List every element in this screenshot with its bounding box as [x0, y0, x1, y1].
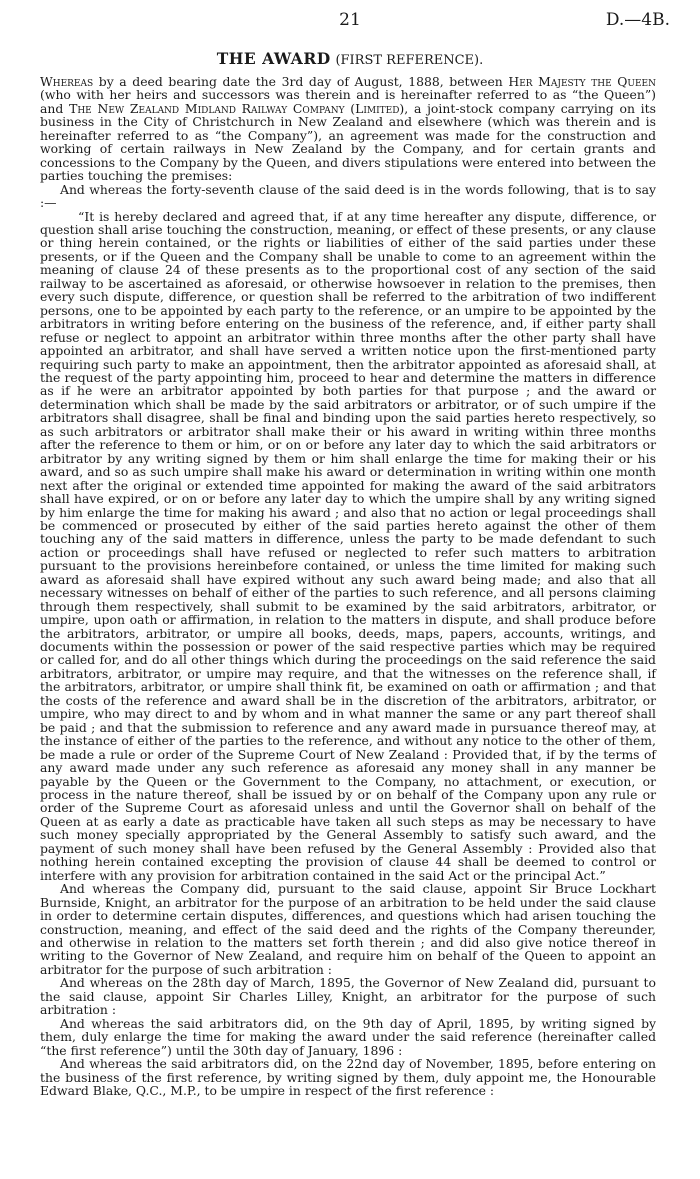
paragraph-recital-1: [40, 75, 656, 183]
recital-1-part-3: , a joint-stock company carrying on its business in the City of Christchurch in New Zealand and elsewhere (which was therein and is hereinafter referred to as “the Company”), an agreement was made for the construction and working of certain railways in New Zealand by the Company, and for certain grants and concessions to the Company by the Queen, and divers stipulations were entered into between the parties touching the premises:: [40, 100, 656, 184]
paragraph-clause-quote: “It is hereby declared and agreed that, if at any time hereafter any dispute, difference, or question shall arise touching the construction, meaning, or effect of these presents, or any clause or thing herein contained, or the rights or liabilities of either of the said parties under these presents, or if the Queen and the Company shall be unable to come to an agreement within the meaning of clause 24 of these presents as to the proportional cost of any section of the said railway to be ascertained as aforesaid, or otherwise howsoever in relation to the premises, then every such dispute, difference, or question shall be referred to the arbitration of two indifferent persons, one to be appointed by each party to the reference, or an umpire to be appointed by the arbitrators in writing before entering on the business of the reference, and, if either party shall refuse or neglect to appoint an arbitrator within three months after the other party shall have appointed an arbitrator, and shall have served a written notice upon the first-mentioned party requiring such party to make an appointment, then the arbitrator appointed as aforesaid shall, at the request of the party appointing him, proceed to hear and determine the matters in difference as if he were an arbitrator appointed by both parties for that purpose ; and the award or determination which shall be made by the said arbitrators or arbitrator, or of such umpire if the arbitrators shall disagree, shall be final and binding upon the said parties hereto respectively, so as such arbitrators or arbitrator shall make their or his award in writing within three months after the reference to them or him, or on or before any later day to which the said arbitrators or arbitrator by any writing signed by them or him shall enlarge the time for making their or his award, and so as such umpire shall make his award or determination in writing within one month next after the original or extended time appointed for making the award of the said arbitrators shall have expired, or on or before any later day to which the umpire shall by any writing signed by him enlarge the time for making his award ; and also that no action or legal proceedings shall be commenced or prosecuted by either of the said parties hereto against the other of them touching any of the said matters in difference, unless the party to be made defendant to such action or proceedings shall have refused or neglected to refer such matters to arbitration pursuant to the provisions hereinbefore contained, or unless the time limited for making such award as aforesaid shall have expired without any such award being made; and also that all necessary witnesses on behalf of either of the parties to such reference, and all persons claiming through them respectively, shall submit to be examined by the said arbitrators, arbitrator, or umpire, upon oath or affirmation, in relation to the matters in dispute, and shall produce before the arbitrators, arbitrator, or umpire all books, deeds, maps, papers, accounts, writings, and documents within the possession or power of the said respective parties which may be required or called for, and do all other things which during the proceedings on the said reference the said arbitrators, arbitrator, or umpire may require, and that the witnesses on the reference shall, if the arbitrators, arbitrator, or umpire shall think fit, be examined on oath or affirmation ; and that the costs of the reference and award shall be in the discretion of the arbitrators, arbitrator, or umpire, who may direct to and by whom and in what manner the same or any part thereof shall be paid ; and that the submission to reference and any award made in pursuance thereof may, at the instance of either of the parties to the reference, and without any notice to the other of them, be made a rule or order of the Supreme Court of New Zealand : Provided that, if by the terms of any award made under any such reference as aforesaid any money shall in any manner be payable by the Queen or the Government to the Company, no attachment, or execution, or process in the nature thereof, shall be issued by or on behalf of the Company upon any rule or order of the Supreme Court as aforesaid unless and until the Governor shall on behalf of the Queen at as early a date as practicable have taken all such steps as may be necessary to have such money specially appropriated by the General Assembly to satisfy such award, and the payment of such money shall have been refused by the General Assembly : Provided also that nothing herein contained excepting the provision of clause 44 shall be deemed to control or interfere with any provision for arbitration contained in the said Act or the principal Act.”: [40, 208, 656, 883]
recital-1-part-2: (who with her heirs and successors was therein and is hereinafter referred to as “the Queen”) and: [40, 87, 656, 116]
paragraph-governor-appointment: And whereas on the 28th day of March, 1895, the Governor of New Zealand did, pursuant to the said clause, appoint Sir Charles Lilley, Knight, an arbitrator for the purpose of such arbitration :: [40, 975, 656, 1018]
paragraph-umpire-appointment: And whereas the said arbitrators did, on the 22nd day of November, 1895, before entering on the business of the first reference, by writing signed by them, duly appoint me, the Honourable Edward Blake, Q.C., M.P., to be umpire in respect of the first reference :: [40, 1056, 656, 1098]
paragraph-clause-intro: And whereas the forty-seventh clause of the said deed is in the words following, that is to say :—: [40, 181, 656, 211]
paragraph-company-appointment: And whereas the Company did, pursuant to the said clause, appoint Sir Bruce Lockhart Burnside, Knight, an arbitrator for the purpose of an arbitration to be held under the said clause in order to determine certain disputes, differences, and questions which had arisen touching the construction, meaning, and effect of the said deed and the rights of the Company thereunder, and otherwise in relation to the matters set forth therein ; and did also give notice thereof in writing to the Governor of New Zealand, and require him on behalf of the Queen to appoint an arbitrator for the purpose of such arbitration :: [40, 881, 656, 977]
title-main: THE AWARD: [216, 49, 331, 68]
page-title: [0, 49, 700, 68]
whereas-word: Whereas: [40, 74, 94, 89]
page-number: 21: [339, 10, 361, 30]
paragraph-time-enlargement: And whereas the said arbitrators did, on the 9th day of April, 1895, by writing signed by them, duly enlarge the time for making the award under the said reference (hereinafter called “the first reference”) until the 30th day of January, 1896 :: [40, 1015, 656, 1058]
her-majesty: Her Majesty the Queen: [508, 74, 656, 89]
document-body: [40, 75, 656, 1097]
company-name: The New Zealand Midland Railway Company (Limited): [69, 100, 405, 116]
title-sub: (FIRST REFERENCE).: [335, 53, 484, 68]
recital-1-part-1: by a deed bearing date the 3rd day of August, 1888, between: [93, 74, 509, 89]
document-reference: D.—4B.: [605, 10, 670, 30]
